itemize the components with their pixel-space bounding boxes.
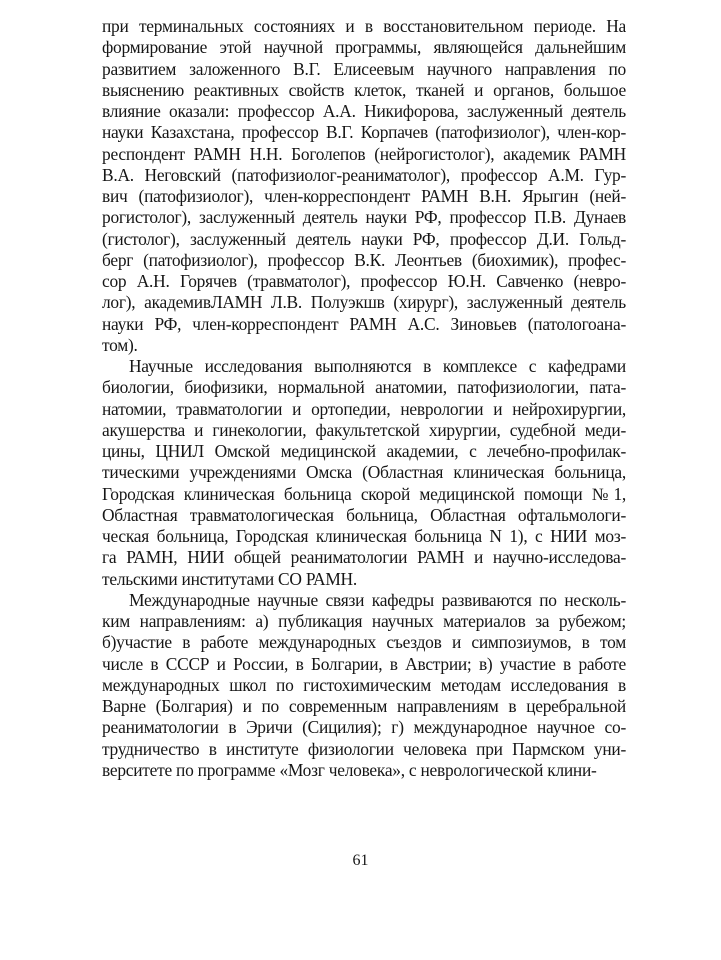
page-body	[102, 16, 626, 781]
text-line: ческая больница, Городская клиническая больница N 1), с НИИ моз-	[102, 526, 626, 546]
text-line: респондент РАМН Н.Н. Боголепов (нейрогистолог), академик РАМН	[102, 143, 626, 164]
text-line: вич (патофизиолог), член-корреспондент РАМН В.Н. Ярыгин (ней-	[102, 186, 626, 206]
text-line: развитием заложенного В.Г. Елисеевым научного направления по	[102, 58, 626, 79]
text-line: реаниматологии в Эричи (Сицилия); г) международное научное со-	[102, 717, 626, 738]
text-line: Областная травматологическая больница, Областная офтальмологи-	[102, 504, 626, 525]
text-line: биологии, биофизики, нормальной анатомии, патофизиологии, пата-	[102, 377, 626, 398]
text-line: влияние оказали: профессор А.А. Никифорова, заслуженный деятель	[102, 101, 626, 121]
text-line: акушерства и гинекологии, факультетской хирургии, судебной меди-	[102, 419, 626, 440]
text-line: Международные научные связи кафедры развиваются по несколь-	[129, 589, 626, 610]
text-line: при терминальных состояниях и в восстановительном периоде. На	[102, 16, 626, 36]
text-line: б)участие в работе международных съездов и симпозиумов, в том	[102, 632, 626, 653]
text-line: Варне (Болгария) и по современным направлениям в церебральной	[102, 696, 626, 716]
text-line: ким направлениям: а) публикация научных материалов за рубежом;	[102, 611, 626, 631]
text-line: Научные исследования выполняются в комплексе с кафедрами	[129, 356, 626, 376]
text-line: формирование этой научной программы, являющейся дальнейшим	[102, 37, 626, 58]
text-line: лог), академивЛАМН Л.В. Полуэкшв (хирург), заслуженный деятель	[102, 292, 626, 313]
text-line: науки Казахстана, профессор В.Г. Корпачев (патофизиолог), член-кор-	[102, 122, 626, 143]
text-line: сор А.Н. Горячев (травматолог), профессор Ю.Н. Савченко (невро-	[102, 271, 626, 291]
text-line: тельскими институтами СО РАМН.	[102, 568, 357, 589]
paragraph	[102, 16, 626, 356]
page-number: 61	[352, 852, 369, 869]
paragraph	[102, 590, 626, 781]
paragraph	[102, 356, 626, 590]
text-line: Городская клиническая больница скорой медицинской помощи №1,	[102, 483, 626, 504]
text-line: трудничество в институте физиологии человека при Пармском уни-	[102, 738, 626, 759]
text-line: верситете по программе «Мозг человека», с неврологической клини-	[102, 759, 597, 780]
text-line: рогистолог), заслуженный деятель науки РФ, профессор П.В. Дунаев	[102, 207, 626, 228]
text-line: цины, ЦНИЛ Омской медицинской академии, с лечебно-профилак-	[102, 441, 626, 461]
text-line: В.А. Неговский (патофизиолог-реаниматолог), профессор А.М. Гур-	[102, 164, 626, 185]
text-line: международных школ по гистохимическим методам исследования в	[102, 674, 626, 695]
text-line: натомии, травматологии и ортопедии, неврологии и нейрохирургии,	[102, 398, 626, 419]
text-line: том).	[102, 334, 138, 355]
text-line: берг (патофизиолог), профессор В.К. Леонтьев (биохимик), профес-	[102, 249, 626, 270]
text-line: числе в СССР и России, в Болгарии, в Австрии; в) участие в работе	[102, 653, 626, 674]
text-line: выяснению реактивных свойств клеток, тканей и органов, большое	[102, 79, 626, 100]
text-line: тическими учреждениями Омска (Областная клиническая больница,	[102, 462, 626, 483]
text-line: науки РФ, член-корреспондент РАМН А.С. Зиновьев (патологоана-	[102, 313, 626, 334]
text-line: га РАМН, НИИ общей реаниматологии РАМН и научно-исследова-	[102, 547, 626, 568]
text-line: (гистолог), заслуженный деятель науки РФ, профессор Д.И. Гольд-	[102, 228, 626, 249]
